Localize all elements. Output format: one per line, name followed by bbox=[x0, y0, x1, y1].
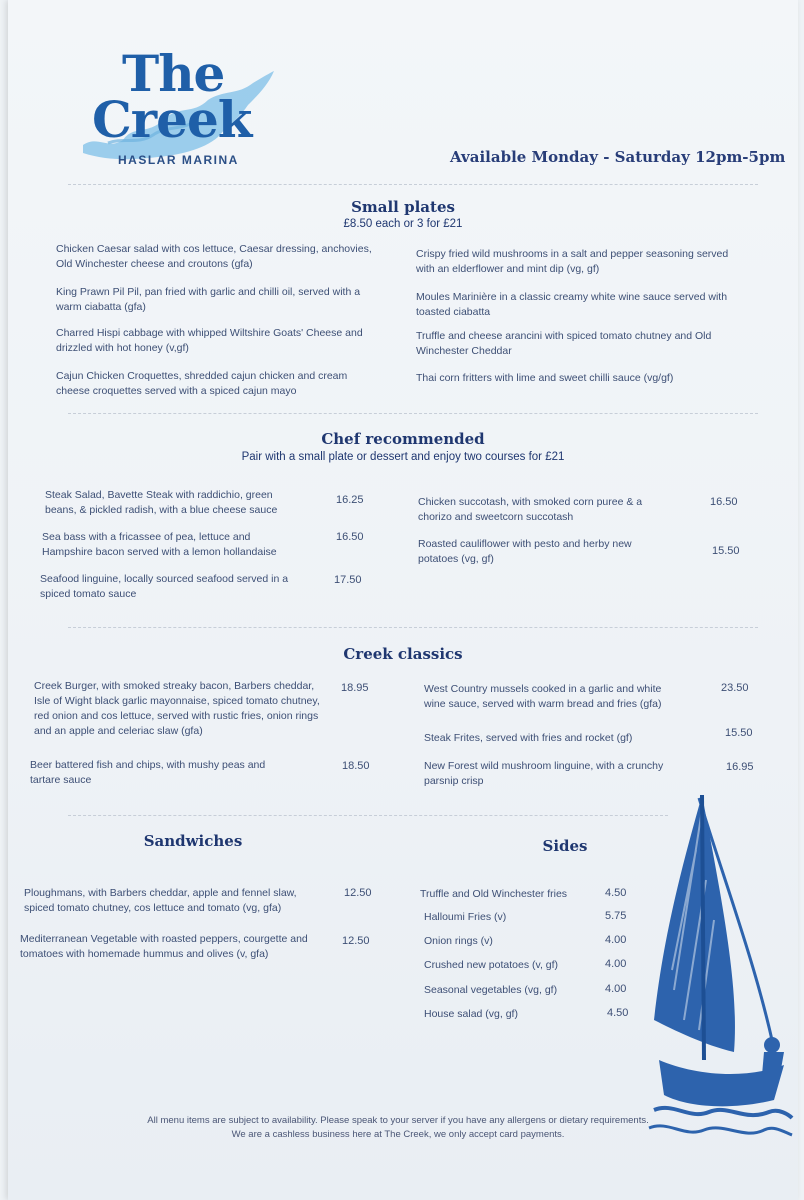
sandwich-item-price: 12.50 bbox=[342, 935, 370, 947]
classic-item-price: 23.50 bbox=[721, 682, 749, 694]
menu-page bbox=[8, 0, 798, 1200]
small-plate-item: Thai corn fritters with lime and sweet chilli sauce (vg/gf) bbox=[416, 372, 674, 384]
side-item: Halloumi Fries (v) bbox=[424, 911, 507, 923]
divider bbox=[68, 815, 668, 816]
small-plate-item: Crispy fried wild mushrooms in a salt and pepper seasoning served with an elderflower and mint dip (vg, gf) bbox=[416, 248, 729, 275]
footer-line1: All menu items are subject to availability. Please speak to your server if you have any allergens or dietary requirements. bbox=[147, 1115, 649, 1126]
classic-item-price: 16.95 bbox=[726, 761, 754, 773]
side-item-price: 5.75 bbox=[605, 910, 627, 922]
side-item-price: 4.50 bbox=[607, 1007, 629, 1019]
logo bbox=[78, 45, 288, 175]
sandwich-item: Ploughmans, with Barbers cheddar, apple and fennel slaw, spiced tomato chutney, cos lettuce and tomato (vg, gfa) bbox=[24, 887, 297, 914]
divider bbox=[68, 413, 758, 414]
classic-item: Beer battered fish and chips, with mushy peas and tartare sauce bbox=[30, 759, 266, 786]
sailboat-illustration-icon bbox=[644, 790, 794, 1150]
brand-name-line2: Creek bbox=[92, 90, 252, 149]
chef-item-price: 16.50 bbox=[336, 531, 364, 543]
side-item-price: 4.00 bbox=[605, 934, 627, 946]
small-plate-item: Truffle and cheese arancini with spiced tomato chutney and Old Winchester Cheddar bbox=[416, 330, 712, 357]
availability-text: Available Monday - Saturday 12pm-5pm bbox=[450, 148, 786, 166]
brand-location: HASLAR MARINA bbox=[118, 153, 239, 167]
chef-item-price: 16.25 bbox=[336, 494, 364, 506]
sandwiches-title: Sandwiches bbox=[143, 832, 243, 850]
side-item: Crushed new potatoes (v, gf) bbox=[424, 959, 559, 971]
chef-item-price: 16.50 bbox=[710, 496, 738, 508]
classic-item: New Forest wild mushroom linguine, with a crunchy parsnip crisp bbox=[424, 760, 664, 787]
brand-name-line1: The bbox=[122, 44, 225, 103]
sandwich-item-price: 12.50 bbox=[344, 887, 372, 899]
small-plates-title: Small plates bbox=[351, 198, 455, 216]
small-plate-item: Cajun Chicken Croquettes, shredded cajun chicken and cream cheese croquettes served with a spiced cajun mayo bbox=[56, 370, 348, 397]
classic-item-price: 18.95 bbox=[341, 682, 369, 694]
sandwich-item: Mediterranean Vegetable with roasted peppers, courgette and tomatoes with homemade hummus and olives (v, gfa) bbox=[20, 933, 308, 960]
divider bbox=[68, 184, 758, 185]
chef-recommended-subtitle: Pair with a small plate or dessert and enjoy two courses for £21 bbox=[241, 451, 565, 463]
small-plates-subtitle: £8.50 each or 3 for £21 bbox=[343, 218, 463, 230]
classic-item: West Country mussels cooked in a garlic and white wine sauce, served with warm bread and fries (gfa) bbox=[424, 683, 662, 710]
chef-item: Steak Salad, Bavette Steak with raddichio, green beans, & pickled radish, with a blue cheese sauce bbox=[45, 489, 278, 516]
side-item: Seasonal vegetables (vg, gf) bbox=[424, 984, 558, 996]
small-plate-item: Charred Hispi cabbage with whipped Wiltshire Goats' Cheese and drizzled with hot honey (v,gf) bbox=[56, 327, 363, 354]
classic-item: Steak Frites, served with fries and rocket (gf) bbox=[424, 732, 633, 744]
sides-title: Sides bbox=[542, 837, 588, 855]
classic-item: Creek Burger, with smoked streaky bacon, Barbers cheddar, Isle of Wight black garlic mayonnaise, spiced tomato chutney, red onion and cos lettuce, served with rustic fries, onion rings and an apple and celeriac slaw (gfa) bbox=[34, 680, 320, 737]
chef-item-price: 17.50 bbox=[334, 574, 362, 586]
small-plate-item: Chicken Caesar salad with cos lettuce, Caesar dressing, anchovies, Old Winchester cheese and croutons (gfa) bbox=[56, 243, 372, 270]
side-item: Onion rings (v) bbox=[424, 935, 493, 947]
side-item-price: 4.00 bbox=[605, 983, 627, 995]
chef-item: Seafood linguine, locally sourced seafood served in a spiced tomato sauce bbox=[40, 573, 289, 600]
classic-item-price: 15.50 bbox=[725, 727, 753, 739]
side-item-price: 4.50 bbox=[605, 887, 627, 899]
chef-item: Chicken succotash, with smoked corn puree & a chorizo and sweetcorn succotash bbox=[418, 496, 643, 523]
divider bbox=[68, 627, 758, 628]
footer-note bbox=[98, 1114, 698, 1142]
chef-item: Roasted cauliflower with pesto and herby new potatoes (vg, gf) bbox=[418, 538, 632, 565]
small-plate-item: Moules Marinière in a classic creamy white wine sauce served with toasted ciabatta bbox=[416, 291, 728, 318]
footer-line2: We are a cashless business here at The Creek, we only accept card payments. bbox=[231, 1129, 565, 1140]
creek-classics-title: Creek classics bbox=[343, 645, 463, 663]
side-item: Truffle and Old Winchester fries bbox=[420, 888, 568, 900]
small-plate-item: King Prawn Pil Pil, pan fried with garlic and chilli oil, served with a warm ciabatta (gfa) bbox=[56, 286, 361, 313]
side-item-price: 4.00 bbox=[605, 958, 627, 970]
chef-recommended-title: Chef recommended bbox=[321, 430, 485, 448]
classic-item-price: 18.50 bbox=[342, 760, 370, 772]
chef-item: Sea bass with a fricassee of pea, lettuce and Hampshire bacon served with a lemon hollandaise bbox=[42, 531, 277, 558]
chef-item-price: 15.50 bbox=[712, 545, 740, 557]
side-item: House salad (vg, gf) bbox=[424, 1008, 518, 1020]
